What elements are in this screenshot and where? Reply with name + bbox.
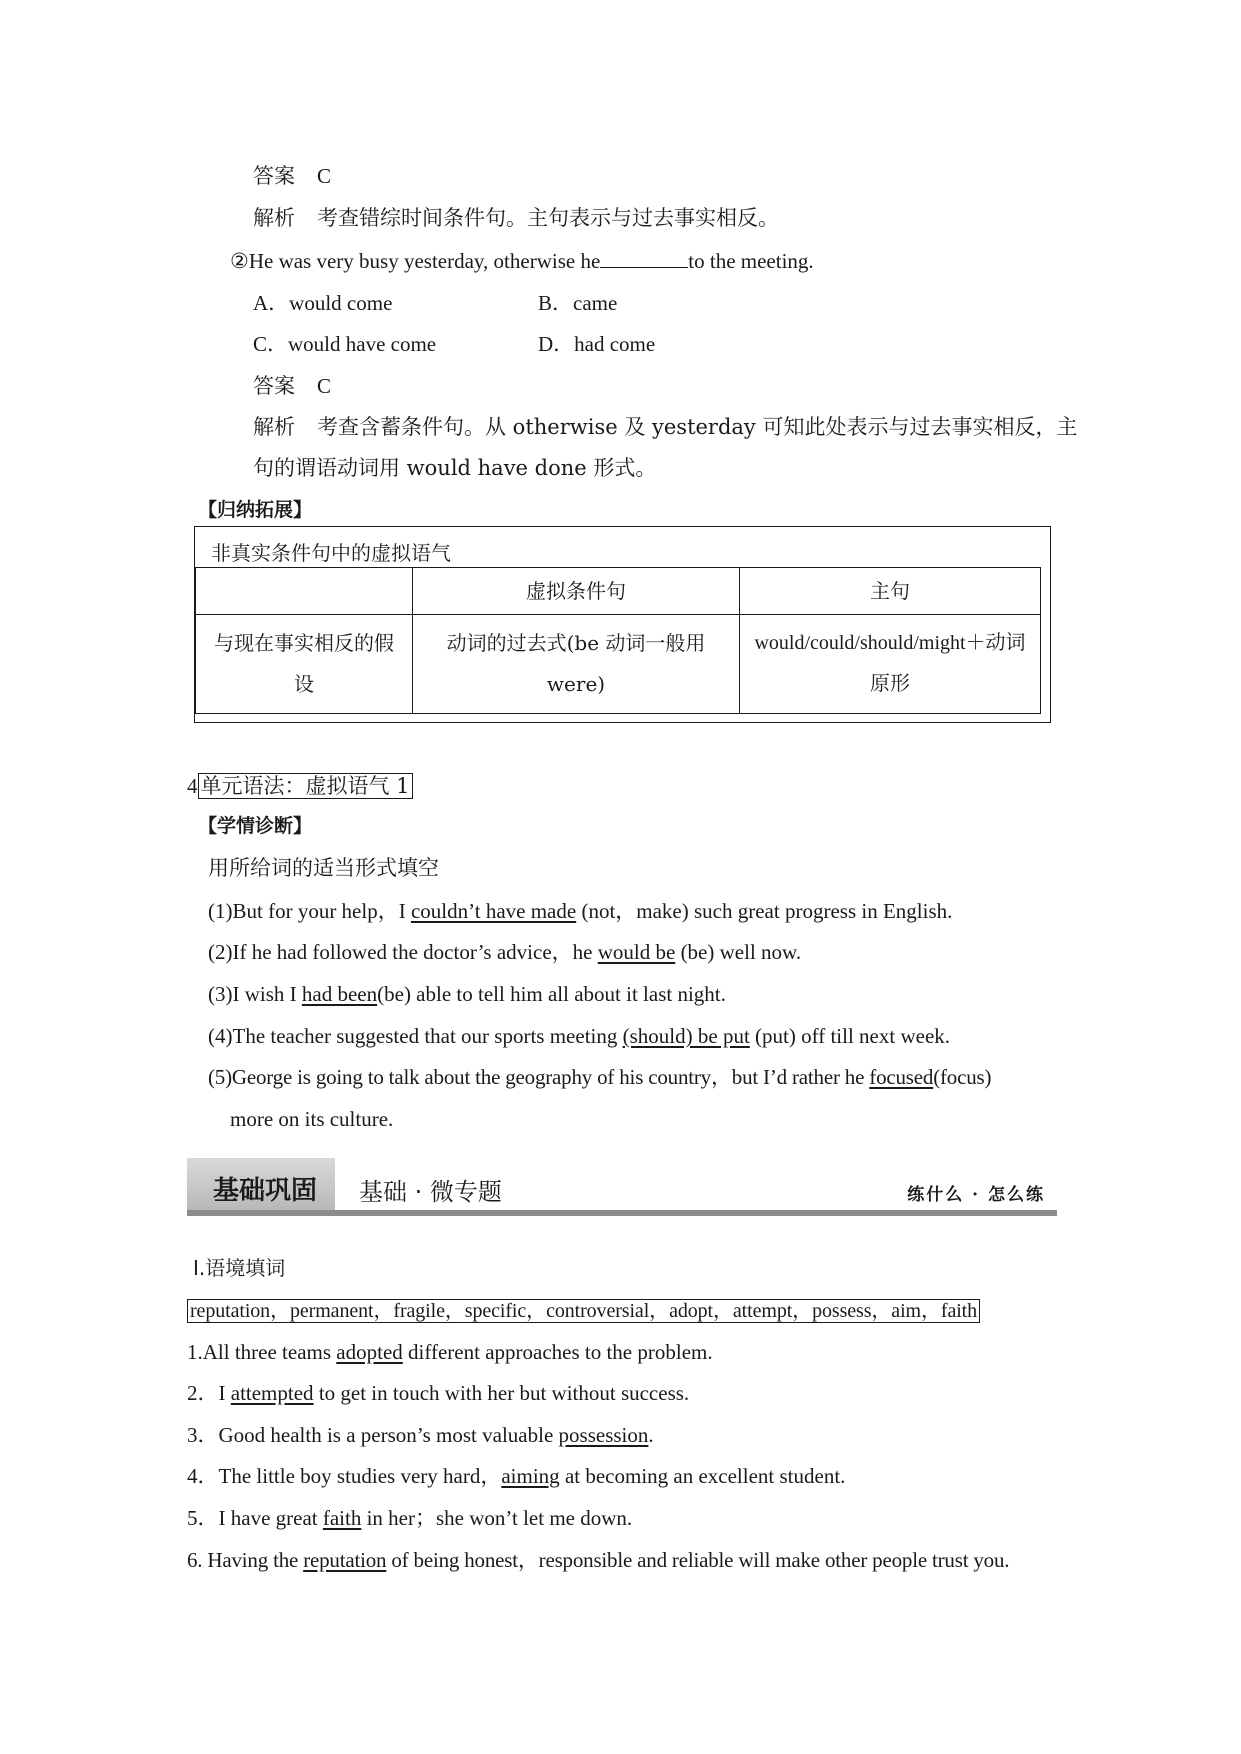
q1-answer-line [253,162,331,190]
q2-option-d: D．had come [538,332,656,356]
table-header-empty [196,568,413,615]
item-answer: possession [558,1423,649,1447]
item-text: 3．Good health is a person’s most valuable [187,1423,559,1447]
analysis-label: 解析 [253,415,295,439]
table-row [196,615,1041,714]
item-answer: had been [301,982,378,1006]
diagnosis-heading: 【学情诊断】 [198,815,313,837]
item-answer: aiming [501,1464,560,1488]
item-answer: attempted [230,1381,314,1405]
table-cell-main: would/could/should/might＋动词原形 [740,615,1041,714]
grammar-item-3 [208,980,726,1008]
section1-heading: Ⅰ.语境填词 [193,1256,286,1280]
item-text: (be) able to tell him all about it last night. [377,982,726,1006]
q2-stem-before: ②He was very busy yesterday, otherwise he [230,249,601,273]
answer-label: 答案 [253,374,295,398]
analysis-label: 解析 [253,206,295,230]
q2-option-a: A．would come [253,291,393,315]
word-bank [187,1297,980,1325]
section1-item-6 [187,1546,1009,1574]
item-text: 6. Having the [187,1548,304,1572]
item-answer: adopted [336,1340,403,1364]
analysis-text: 考查错综时间条件句。主句表示与过去事实相反。 [317,206,779,230]
table-header-condition: 虚拟条件句 [413,568,740,615]
table-cell-condition: 动词的过去式(be 动词一般用 were) [413,615,740,714]
banner-subtitle: 基础 · 微专题 [359,1178,502,1206]
q2-stem-after: to the meeting. [688,249,814,273]
grammar-item-5-cont: more on its culture. [230,1107,394,1131]
banner-bar [187,1210,1057,1216]
grammar-number: 4 [187,774,198,798]
item-answer: (should) be put [622,1024,750,1048]
item-text: (put) off till next week. [749,1024,951,1048]
item-text: (2)If he had followed the doctor’s advice，he [208,940,598,964]
grammar-item-1 [208,897,952,925]
summary-table [195,567,1041,714]
section1-item-4 [187,1462,845,1490]
section-banner [187,1158,1057,1216]
item-text: . [648,1423,654,1447]
item-text: (focus) [933,1065,992,1089]
item-text: to get in touch with her but without success. [313,1381,690,1405]
answer-label: 答案 [253,164,295,188]
q2-analysis-line-1 [253,413,1077,441]
banner-title: 基础巩固 [213,1176,318,1206]
item-text: 2．I [187,1381,231,1405]
diagnosis-instruction: 用所给词的适当形式填空 [208,856,439,880]
item-text: 4．The little boy studies very hard， [187,1464,502,1488]
grammar-item-4 [208,1022,950,1050]
table-caption: 非真实条件句中的虚拟语气 [211,541,451,565]
grammar-title-line [187,772,413,800]
q2-analysis-line-2: 句的谓语动词用 would have done 形式。 [253,456,657,480]
item-text: 5．I have great [187,1506,323,1530]
answer-value: C [317,164,332,188]
item-answer: focused [869,1065,934,1089]
q2-answer-line [253,372,331,400]
item-text: (4)The teacher suggested that our sports meeting [208,1024,623,1048]
item-text: (5)George is going to talk about the geography of his country，but I’d rather he [208,1065,870,1089]
table-cell-situation: 与现在事实相反的假设 [196,615,413,714]
item-answer: couldn’t have made [410,899,577,923]
q2-stem [230,247,814,275]
word-bank-text: reputation，permanent，fragile，specific，controversial，adopt，attempt，possess，aim，faith [187,1299,980,1323]
table-header-row [196,568,1041,615]
item-text: different approaches to the problem. [402,1340,713,1364]
q2-option-c: C．would have come [253,332,437,356]
grammar-item-5 [208,1063,991,1091]
item-text: in her；she won’t let me down. [361,1506,633,1530]
grammar-item-2 [208,938,801,966]
item-text: (1)But for your help，I [208,899,411,923]
summary-table-box [194,526,1051,723]
item-text: (3)I wish I [208,982,302,1006]
item-text: (not，make) such great progress in English. [576,899,953,923]
item-text: of being honest，responsible and reliable will make other people trust you. [386,1548,1010,1572]
q2-option-b: B．came [538,291,618,315]
item-text: 1.All three teams [187,1340,337,1364]
item-answer: would be [597,940,676,964]
item-answer: faith [322,1506,362,1530]
q2-blank [600,247,688,268]
item-text: (be) well now. [675,940,802,964]
analysis-text-1: 考查含蓄条件句。从 otherwise 及 yesterday 可知此处表示与过去事实相反，主 [317,415,1078,439]
grammar-title: 单元语法：虚拟语气 1 [198,773,413,799]
q1-analysis-line [253,204,779,232]
banner-right-text: 练什么 · 怎么练 [907,1185,1045,1205]
summary-heading: 【归纳拓展】 [198,499,313,521]
section1-item-1 [187,1338,713,1366]
section1-item-3 [187,1421,654,1449]
item-text: at becoming an excellent student. [559,1464,846,1488]
table-header-main: 主句 [740,568,1041,615]
item-answer: reputation [303,1548,387,1572]
answer-value: C [317,374,332,398]
section1-item-2 [187,1379,689,1407]
section1-item-5 [187,1504,632,1532]
